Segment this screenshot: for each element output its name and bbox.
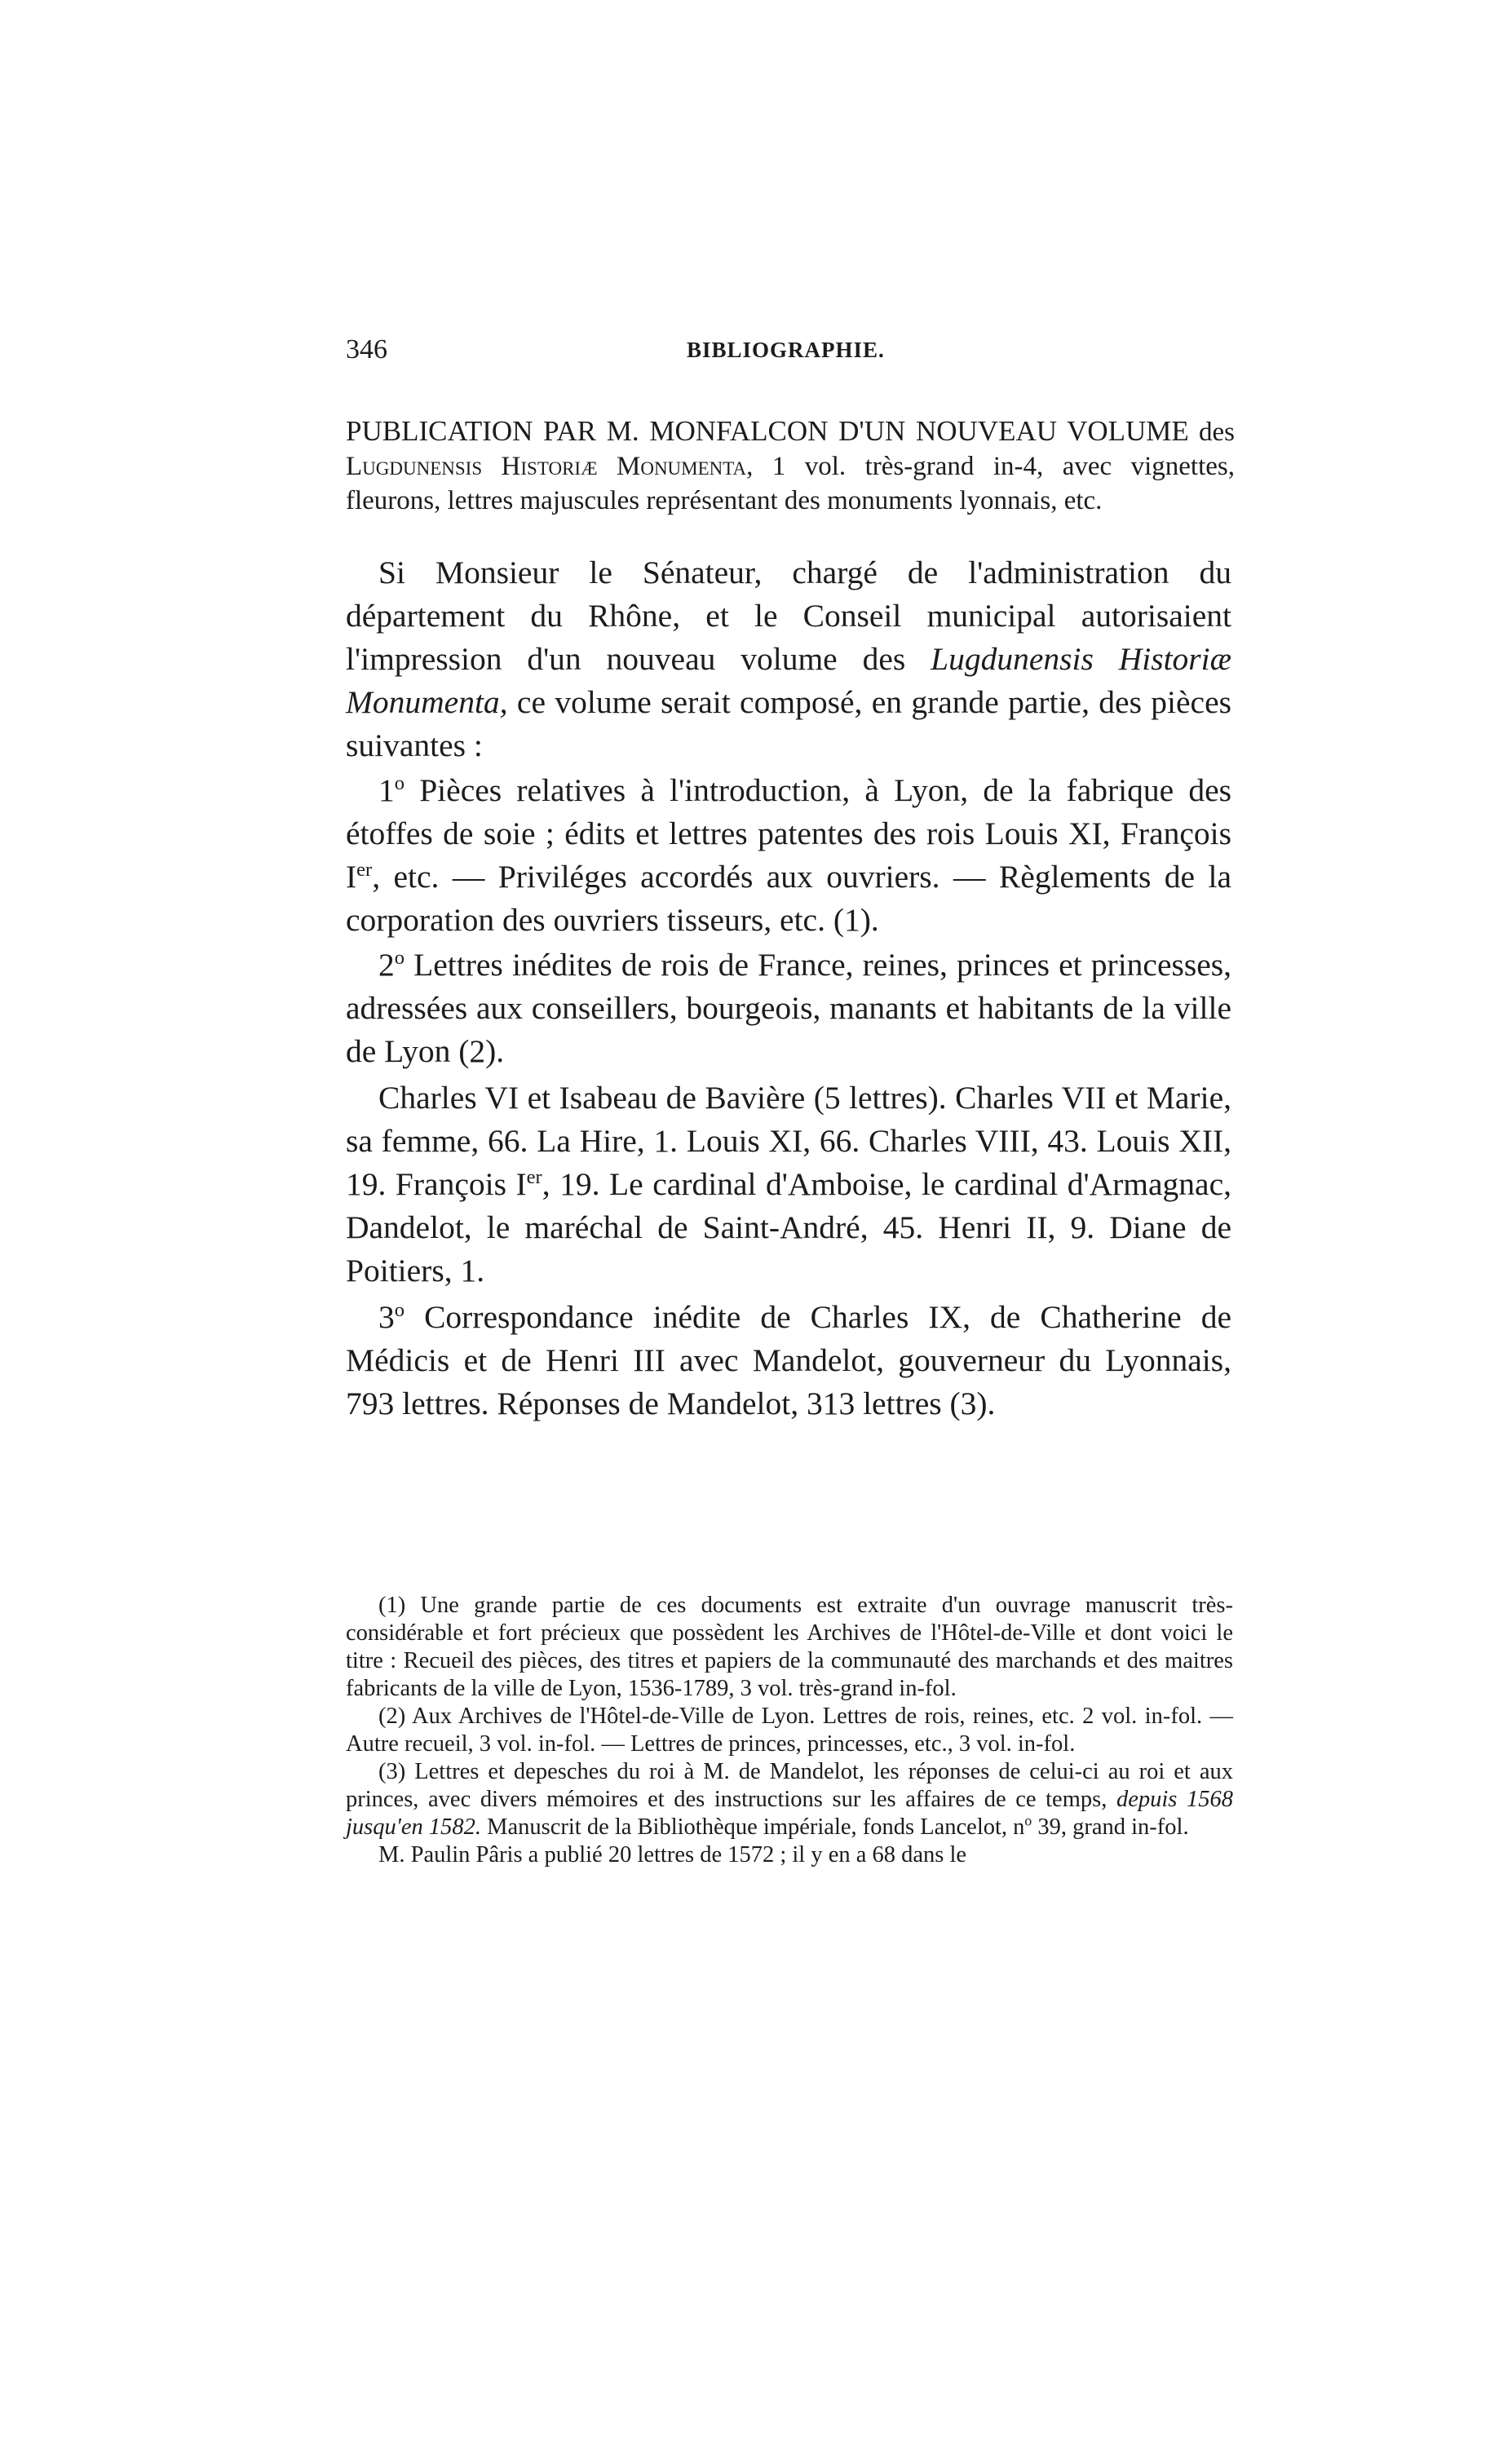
letters-list-paragraph xyxy=(346,1076,1231,1293)
footnote-3-text: (3) Lettres et depesches du roi à M. de Mandelot, les réponses de celui-ci au roi et aux princes, avec divers mémoires et des instructions sur les affaires de ce temps, xyxy=(346,1759,1233,1812)
item-3-paragraph xyxy=(346,1296,1231,1425)
letters-list-text-end: , 19. Le cardinal d'Amboise, le cardinal d'Armagnac, Dandelot, le maréchal de Saint-André, 45. Henri II, 9. Diane de Poitiers, 1. xyxy=(346,1166,1231,1288)
intro-italic-title: Lugdunensis Historiæ Monumenta, xyxy=(346,641,1232,720)
heading-des: des xyxy=(1199,418,1236,447)
item-1-number: 1 xyxy=(378,772,395,808)
heading-series-title: Lugdunensis Historiæ Monumenta, xyxy=(346,452,754,481)
item-2-text: Lettres inédites de rois de France, reines, princes et princesses, adressées aux conseillers, bourgeois, manants et habitants de la ville de Lyon (2). xyxy=(346,947,1232,1069)
footnote-continuation: M. Paulin Pâris a publié 20 lettres de 1572 ; il y en a 68 dans le xyxy=(378,1842,967,1867)
page-number: 346 xyxy=(346,334,387,365)
item-1-degree: o xyxy=(394,771,405,794)
footnote-1: (1) Une grande partie de ces documents est extraite d'un ouvrage manuscrit très-considérable et fort précieux que possèdent les Archives de l'Hôtel-de-Ville et dont voici le titre : Recueil des pièces, des titres et papiers de la communauté des marchands et des maitres fabricants de la ville de Lyon, 1536-1789, 3 vol. très-grand in-fol. xyxy=(346,1593,1233,1701)
item-1-paragraph xyxy=(346,769,1231,942)
footnote-3 xyxy=(346,1758,1233,1841)
item-2-paragraph xyxy=(346,944,1231,1073)
section-heading xyxy=(346,414,1235,518)
item-1-text: Pièces relatives à l'introduction, à Lyon, de la fabrique des étoffes de soie ; édits et lettres patentes des rois Louis XI, François I xyxy=(346,772,1232,895)
footnote-2: (2) Aux Archives de l'Hôtel-de-Ville de Lyon. Lettres de rois, reines, etc. 2 vol. in-fol. — Autre recueil, 3 vol. in-fol. — Lettres de princes, princesses, etc., 3 vol. in-fol. xyxy=(346,1704,1233,1757)
heading-caps: PUBLICATION PAR M. MONFALCON D'UN NOUVEAU VOLUME xyxy=(346,415,1189,447)
footnote-3-italic: depuis 1568 jusqu'en 1582. xyxy=(346,1787,1234,1840)
footnote-3-text-mid: Manuscrit de la Bibliothèque impériale, fonds Lancelot, n xyxy=(487,1814,1025,1840)
item-3-number: 3 xyxy=(378,1299,395,1335)
item-1-text-end: , etc. — Priviléges accordés aux ouvriers. — Règlements de la corporation des ouvriers tisseurs, etc. (1). xyxy=(346,859,1231,938)
letters-list-text: Charles VI et Isabeau de Bavière (5 lettres). Charles VII et Marie, sa femme, 66. La Hire, 1. Louis XI, 66. Charles VIII, 43. Louis XII, 19. François I xyxy=(346,1080,1231,1202)
running-head xyxy=(346,334,1243,383)
intro-paragraph xyxy=(346,551,1231,767)
item-2-degree: o xyxy=(394,946,405,969)
intro-text: Si Monsieur le Sénateur, chargé de l'administration du département du Rhône, et le Conseil municipal autorisaient l'impression d'un nouveau volume des xyxy=(346,555,1231,677)
item-1-superscript: er xyxy=(356,858,373,881)
body-text xyxy=(346,551,1231,1427)
footnote-3-text-end: 39, grand in-fol. xyxy=(1037,1814,1189,1840)
item-3-text: Correspondance inédite de Charles IX, de Chatherine de Médicis et de Henri III avec Mandelot, gouverneur du Lyonnais, 793 lettres. Réponses de Mandelot, 313 lettres (3). xyxy=(346,1299,1231,1421)
item-3-degree: o xyxy=(394,1298,405,1321)
footnote-3-degree: o xyxy=(1024,1812,1032,1829)
intro-text-end: ce volume serait composé, en grande partie, des pièces suivantes : xyxy=(346,684,1231,763)
running-title: BIBLIOGRAPHIE. xyxy=(687,338,885,362)
heading-rest: 1 vol. très-grand in-4, avec vignettes, fleurons, lettres majuscules représentant des monuments lyonnais, etc. xyxy=(346,452,1235,515)
footnotes xyxy=(346,1592,1233,1869)
letters-list-superscript: er xyxy=(526,1165,542,1188)
item-2-number: 2 xyxy=(378,947,395,983)
